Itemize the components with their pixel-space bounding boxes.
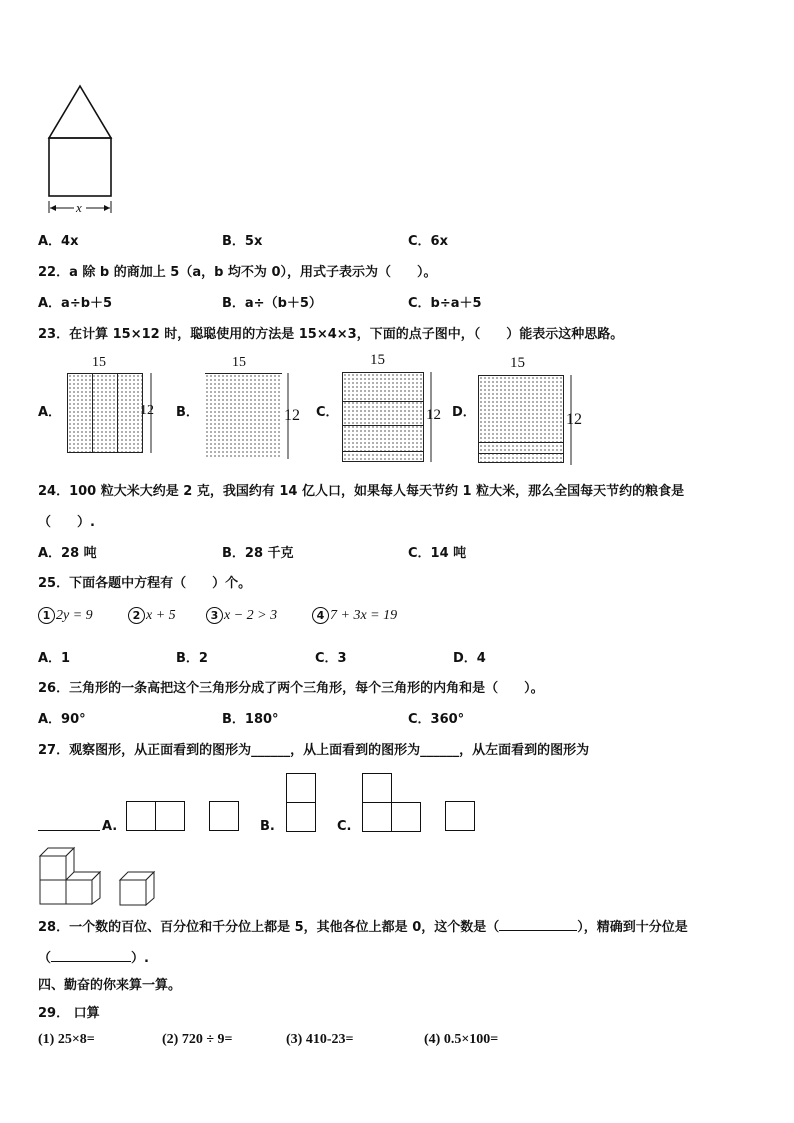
- q23-text: 23．在计算 15×12 时，聪聪使用的方法是 15×4×3，下面的点子图中，（ ）能表示这种思路。: [38, 327, 624, 342]
- q23-figure-d: [474, 355, 594, 467]
- q29-item-4: (4) 0.5×100=: [424, 1032, 499, 1047]
- q23-a-dot-grid: [67, 373, 143, 453]
- q24-option-c[interactable]: C．14 吨: [408, 546, 467, 561]
- q25-item-3-expr: x − 2 > 3: [224, 608, 278, 623]
- q25-item-1-expr: 2y = 9: [56, 608, 93, 623]
- q27-option-b[interactable]: B.: [260, 819, 275, 834]
- q27-b-square-bottom: [286, 802, 316, 832]
- q25-item-3: [206, 607, 277, 624]
- q24-text-line2: （ ）.: [38, 515, 95, 530]
- q29-item-2: (2) 720 ÷ 9=: [162, 1032, 233, 1047]
- q28-blank-1[interactable]: [499, 930, 577, 931]
- q29-item-1: (1) 25×8=: [38, 1032, 95, 1047]
- q27-a-square-right: [155, 801, 185, 831]
- q21-option-a[interactable]: A．4x: [38, 234, 79, 249]
- q28-line2-close: ）.: [131, 951, 149, 966]
- q24-text-line1: 24．100 粒大米大约是 2 克，我国约有 14 亿人口，如果每人每天节约 1 粒大米，那么全国每天节约的粮食是: [38, 484, 685, 499]
- q28-text-mid: ），精确到十分位是: [577, 920, 688, 935]
- q23-option-d[interactable]: D．: [452, 405, 476, 420]
- q23-d-width-label: 15: [510, 355, 525, 371]
- q27-single-square-2: [445, 801, 475, 831]
- q23-figure-a: [62, 355, 162, 460]
- house-width-label: x: [76, 200, 82, 215]
- q22-text: 22．a 除 b 的商加上 5（a，b 均不为 0），用式子表示为（ ）。: [38, 265, 437, 280]
- q23-c-dot-grid: [342, 372, 424, 462]
- q25-item-2-number: 2: [128, 607, 145, 624]
- q24-option-b[interactable]: B．28 千克: [222, 546, 294, 561]
- q25-item-1-number: 1: [38, 607, 55, 624]
- q23-option-b[interactable]: B．: [176, 405, 199, 420]
- q27-single-cube-figure: [118, 870, 158, 908]
- q23-b-dot-grid: [205, 373, 282, 459]
- q23-a-width-label: 15: [92, 355, 106, 370]
- q28-blank-2[interactable]: [51, 961, 131, 962]
- q27-c-square-bottom-left: [362, 802, 392, 832]
- q25-item-2-expr: x + 5: [146, 608, 176, 623]
- q25-text: 25．下面各题中方程有（ ）个。: [38, 576, 252, 591]
- q22-option-a[interactable]: A．a÷b＋5: [38, 296, 113, 311]
- q29-text: 29． 口算: [38, 1006, 100, 1021]
- q27-text: 27．观察图形，从正面看到的图形为______，从上面看到的图形为______，从左面看到的图形为: [38, 743, 590, 758]
- q24-option-a[interactable]: A．28 吨: [38, 546, 97, 561]
- q28-line2-open: （: [38, 951, 52, 966]
- q23-figure-b: [200, 355, 310, 463]
- q27-cube-stack-figure: [36, 842, 106, 908]
- q23-c-height-label: 12: [426, 407, 441, 423]
- q23-d-height-label: 12: [566, 411, 582, 428]
- q23-c-width-label: 15: [370, 352, 385, 368]
- q23-option-a[interactable]: A．: [38, 405, 62, 420]
- q28-line2: [38, 947, 149, 966]
- section-4-title: 四、勤奋的你来算一算。: [38, 978, 182, 993]
- q25-option-b[interactable]: B．2: [176, 651, 208, 666]
- q29-item-3: (3) 410-23=: [286, 1032, 354, 1047]
- q26-option-b[interactable]: B．180°: [222, 712, 279, 727]
- q27-option-c[interactable]: C.: [337, 819, 352, 834]
- q28-text: [38, 916, 688, 935]
- q28-text-line1: 28．一个数的百位、百分位和千分位上都是 5，其他各位上都是 0，这个数是（: [38, 920, 500, 935]
- q22-option-c[interactable]: C．b÷a＋5: [408, 296, 482, 311]
- q23-figure-c: [338, 352, 448, 464]
- q21-option-c[interactable]: C．6x: [408, 234, 448, 249]
- q26-option-a[interactable]: A．90°: [38, 712, 86, 727]
- q22-option-b[interactable]: B．a÷（b＋5）: [222, 296, 322, 311]
- q27-single-square-1: [209, 801, 239, 831]
- q25-option-c[interactable]: C．3: [315, 651, 347, 666]
- q26-text: 26．三角形的一条高把这个三角形分成了两个三角形，每个三角形的内角和是（ ）。: [38, 681, 544, 696]
- q27-option-a[interactable]: A.: [102, 819, 118, 834]
- house-figure: [40, 80, 120, 220]
- q25-option-d[interactable]: D．4: [453, 651, 486, 666]
- q27-answer-blank[interactable]: [38, 830, 100, 831]
- q26-option-c[interactable]: C．360°: [408, 712, 465, 727]
- q25-option-a[interactable]: A．1: [38, 651, 71, 666]
- q25-item-1: [38, 607, 93, 624]
- q23-d-dot-grid: [478, 375, 564, 463]
- q27-c-square-top: [362, 773, 392, 803]
- q21-option-b[interactable]: B．5x: [222, 234, 263, 249]
- q25-item-4-number: 4: [312, 607, 329, 624]
- q27-c-square-bottom-right: [391, 802, 421, 832]
- q25-item-2: [128, 607, 176, 624]
- q27-a-square-left: [126, 801, 156, 831]
- q23-a-height-label: 12: [140, 403, 154, 418]
- q23-b-height-label: 12: [284, 407, 300, 424]
- q25-item-4-expr: 7 + 3x = 19: [330, 608, 398, 623]
- q25-item-3-number: 3: [206, 607, 223, 624]
- q25-item-4: [312, 607, 397, 624]
- q23-option-c[interactable]: C．: [316, 405, 339, 420]
- q23-b-width-label: 15: [232, 355, 246, 370]
- q27-b-square-top: [286, 773, 316, 803]
